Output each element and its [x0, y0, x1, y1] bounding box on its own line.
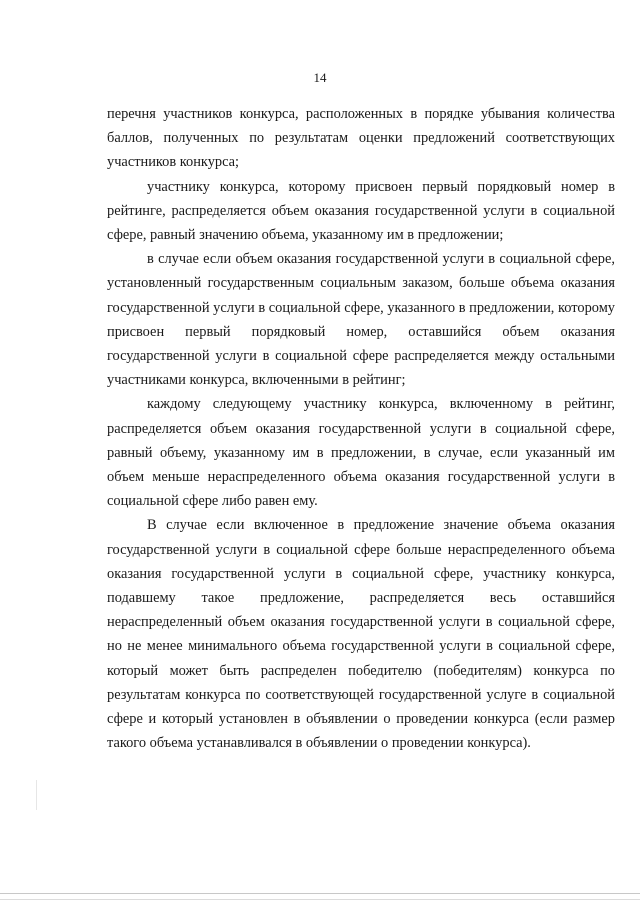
paragraph: каждому следующему участнику конкурса, включенному в рейтинг, распределяется объем оказания государственной услуги в социальной сфере, равный объему, указанному им в предложении, в случае, если указанный им объем меньше нераспределенного объема оказания государственной услуги в социальной сфере либо равен ему.: [107, 396, 615, 510]
paragraph: участнику конкурса, которому присвоен первый порядковый номер в рейтинге, распределяется объем оказания государственной услуги в социальной сфере, равный значению объема, указанному им в предложении;: [107, 178, 615, 244]
document-body: [107, 102, 615, 755]
scan-edge-line: [0, 893, 640, 894]
page-number: 14: [313, 70, 327, 85]
paragraph: перечня участников конкурса, расположенных в порядке убывания количества баллов, полученных по результатам оценки предложений соответствующих участников конкурса;: [107, 106, 615, 171]
scan-edge-line: [0, 899, 640, 900]
paragraph: В случае если включенное в предложение значение объема оказания государственной услуги в социальной сфере больше нераспределенного объема оказания государственной услуги в социальной сфере, участнику конкурса, подавшему такое предложение, распределяется весь оставшийся нераспределенный объем оказания государственной услуги в социальной сфере, но не менее минимального объема государственной услуги в социальной сфере, который может быть распределен победителю (победителям) конкурса по результатам конкурса по соответствующей государственной услуге в социальной сфере и который установлен в объявлении о проведении конкурса (если размер такого объема устанавливался в объявлении о проведении конкурса).: [107, 517, 615, 752]
scan-margin-mark: [36, 780, 37, 810]
paragraph: в случае если объем оказания государственной услуги в социальной сфере, установленный государственным социальным заказом, больше объема оказания государственной услуги в социальной сфере, указанного в предложении, которому присвоен первый порядковый номер, оставшийся объем оказания государственной услуги в социальной сфере распределяется между остальными участниками конкурса, включенными в рейтинг;: [107, 251, 615, 389]
